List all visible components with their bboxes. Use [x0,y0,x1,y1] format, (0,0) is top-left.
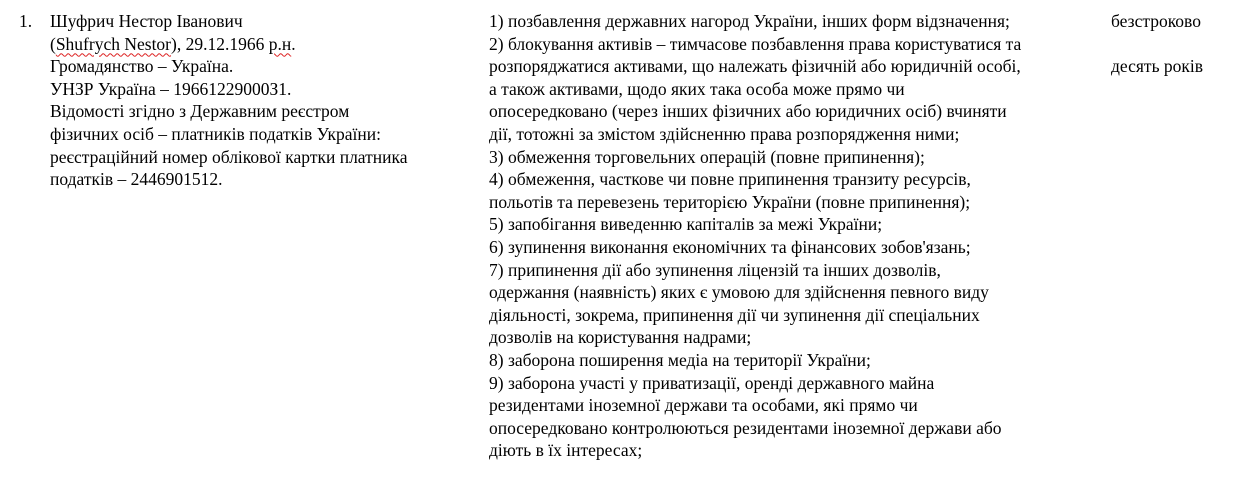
sanction-line: дозволів на користування надрами; [489,327,752,348]
person-dob-end: . [291,33,296,54]
term-cell [1111,10,1236,78]
sanction-line: 6) зупинення виконання економічних та фінансових зобов'язань; [489,236,971,257]
sanctions-cell [489,10,1099,462]
sanction-line: польотів та перевезень територією України (повне припинення); [489,191,971,212]
term-spacer [1111,33,1236,56]
term-ten-years: десять років [1111,56,1204,77]
person-details-line: реєстраційний номер облікової картки платника [50,146,408,167]
person-details-line: Відомості згідно з Державним реєстром [50,101,350,122]
sanction-line: 8) заборона поширення медіа на території України; [489,349,871,370]
sanction-line: 1) позбавлення державних нагород України, інших форм відзначення; [489,11,1010,31]
sanction-line: 7) припинення дії або зупинення ліцензій та інших дозволів, [489,259,941,280]
latin-open-paren: ( [50,33,56,54]
person-name: Шуфрич Нестор Іванович [50,11,243,31]
person-citizenship: Громадянство – Україна. [50,56,234,77]
person-dob-suffix: р.н [268,33,292,54]
sanction-line: діють в їх інтересах; [489,440,643,461]
person-info-cell [50,10,470,191]
sanction-line: діяльності, зокрема, припинення дії чи зупинення дії спеціальних [489,304,980,325]
person-details-line: податків – 2446901512. [50,169,223,190]
sanction-line: 9) заборона участі у приватизації, оренді державного майна [489,372,935,393]
sanction-line: 5) запобігання виведенню капіталів за межі України; [489,214,883,235]
person-latin-dob-line [50,33,470,56]
person-unzr: УНЗР Україна – 19661229000З1. [50,78,292,99]
term-indefinite: безстроково [1111,11,1201,31]
sanction-line: опосередковано контролюються резидентами іноземної держави або [489,417,1002,438]
row-number-cell [19,10,32,33]
person-latin-name: Shufrych Nestor [55,33,172,54]
sanction-line: 3) обмеження торговельних операцій (повне припинення); [489,146,925,167]
person-details-line: фізичних осіб – платників податків України: [50,123,381,144]
sanction-line: 2) блокування активів – тимчасове позбавлення права користуватися та [489,33,1022,54]
sanction-line: 4) обмеження, часткове чи повне припинення транзиту ресурсів, [489,169,971,190]
sanction-line: розпоряджатися активами, що належать фізичній або юридичній особі, [489,56,1021,77]
sanction-line: одержання (наявність) яких є умовою для здійснення певного виду [489,282,989,303]
person-dob: ), 29.12.1966 [171,33,269,54]
sanction-line: опосередковано (через інших фізичних або юридичних осіб) вчиняти [489,101,1007,122]
row-number: 1. [19,11,33,31]
sanction-line: резидентами іноземної держави та особами, які прямо чи [489,395,918,416]
sanction-line: дії, тотожні за змістом здійсненню права розпорядження ними; [489,123,960,144]
sanction-line: а також активами, щодо яких така особа може прямо чи [489,78,905,99]
